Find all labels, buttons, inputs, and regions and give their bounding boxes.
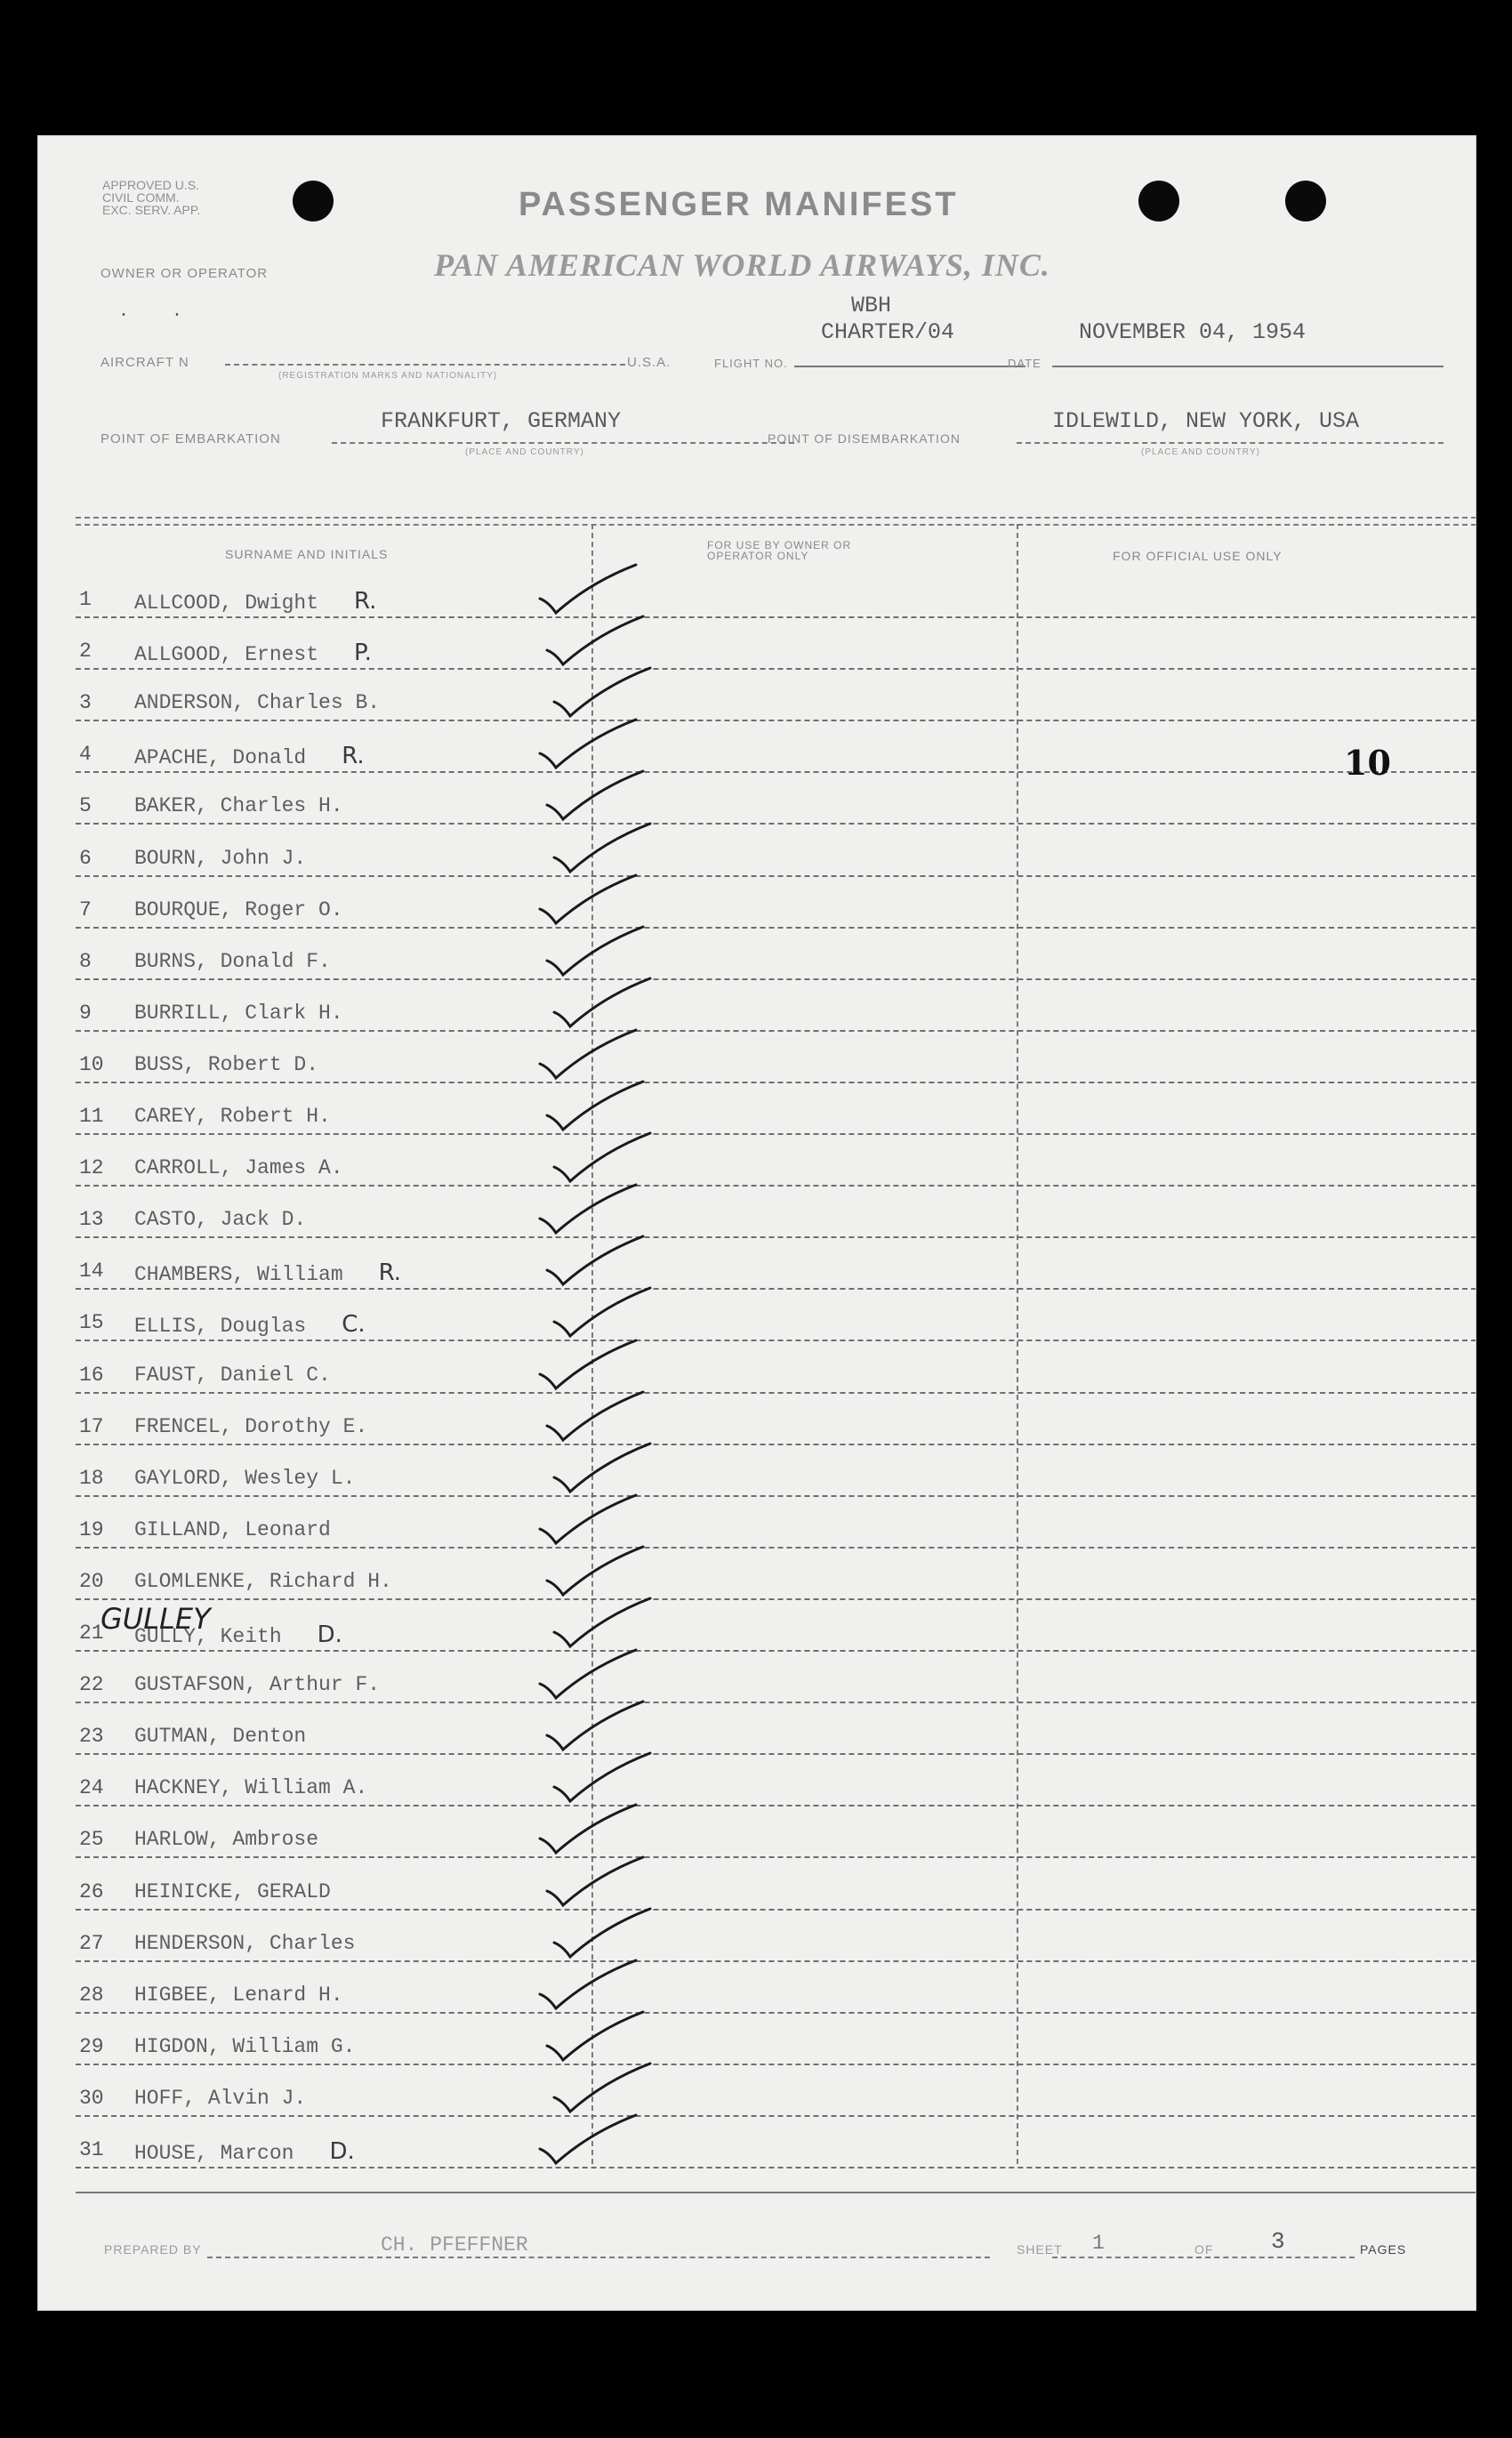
row-line — [76, 2064, 1476, 2065]
passenger-name — [134, 1518, 331, 1541]
row-number: 19 — [79, 1517, 104, 1541]
row-line — [76, 1856, 1476, 1858]
passenger-name — [134, 1002, 343, 1025]
passenger-name — [134, 2035, 355, 2058]
passenger-name-text: HEINICKE, GERALD — [134, 1879, 331, 1903]
row-number: 8 — [79, 949, 92, 973]
row-line — [76, 1340, 1476, 1341]
passenger-name — [134, 1156, 343, 1179]
row-number: 6 — [79, 846, 92, 870]
of-value: 3 — [1271, 2228, 1285, 2255]
row-line — [76, 1495, 1476, 1497]
approval-note: APPROVED U.S. CIVIL COMM. EXC. SERV. APP. — [102, 178, 201, 217]
handwritten-initial: D. — [317, 1621, 342, 1648]
col-surname: SURNAME AND INITIALS — [225, 547, 389, 561]
row-line — [76, 1082, 1476, 1083]
row-number: 14 — [79, 1259, 104, 1283]
owner-dots: . . — [118, 302, 183, 322]
handwritten-initial: R. — [342, 743, 365, 770]
passenger-name-text: FAUST, Daniel C. — [134, 1363, 331, 1387]
row-line — [76, 978, 1476, 980]
registration-note: (REGISTRATION MARKS AND NATIONALITY) — [278, 371, 498, 381]
row-number: 18 — [79, 1466, 104, 1490]
row-line — [76, 1753, 1476, 1755]
passenger-name-text: CARROLL, James A. — [134, 1156, 343, 1180]
row-number: 27 — [79, 1931, 104, 1955]
passenger-name-text: HOFF, Alvin J. — [134, 2086, 307, 2110]
row-number: 5 — [79, 794, 92, 818]
row-line — [76, 1598, 1476, 1600]
handwritten-initial: P. — [354, 640, 372, 667]
passenger-name — [134, 898, 343, 921]
row-number: 9 — [79, 1001, 92, 1025]
passenger-name-text: CHAMBERS, William — [134, 1263, 343, 1287]
handwritten-initial: C. — [342, 1311, 366, 1339]
passenger-name — [134, 1673, 380, 1696]
row-line — [76, 875, 1476, 877]
passenger-name — [134, 1105, 331, 1128]
aircraft-label: AIRCRAFT N — [101, 355, 189, 370]
row-number: 25 — [79, 1828, 104, 1852]
embark-label: POINT OF EMBARKATION — [101, 431, 281, 447]
passenger-name-text: GUSTAFSON, Arthur F. — [134, 1673, 381, 1697]
row-line — [76, 1547, 1476, 1549]
passenger-name-text: GUTMAN, Denton — [134, 1725, 307, 1749]
passenger-name — [134, 2138, 355, 2165]
row-line — [76, 1960, 1476, 1962]
row-line — [76, 668, 1476, 670]
row-number: 24 — [79, 1776, 104, 1800]
passenger-name-text: BOURN, John J. — [134, 846, 307, 870]
passenger-name-text: HOUSE, Marcon — [134, 2142, 294, 2165]
passenger-name — [134, 691, 380, 714]
row-line — [76, 1185, 1476, 1187]
passenger-name-text: HARLOW, Ambrose — [134, 1828, 319, 1852]
row-number: 1 — [79, 588, 92, 611]
passenger-name-text: BUSS, Robert D. — [134, 1052, 319, 1076]
row-number: 31 — [79, 2138, 104, 2161]
row-line — [76, 823, 1476, 825]
passenger-name-text: HIGBEE, Lenard H. — [134, 1983, 343, 2007]
passenger-name-text: BAKER, Charles H. — [134, 794, 343, 818]
column-divider — [1017, 524, 1018, 2164]
passenger-name — [134, 950, 331, 973]
passenger-name — [134, 794, 343, 817]
row-line — [76, 927, 1476, 929]
passenger-name — [134, 640, 372, 667]
row-line — [76, 1650, 1476, 1652]
passenger-name-text: BURNS, Donald F. — [134, 949, 331, 973]
row-line — [76, 2115, 1476, 2117]
date-label: DATE — [1008, 357, 1042, 370]
row-line — [76, 1805, 1476, 1806]
row-number: 28 — [79, 1983, 104, 2007]
passenger-name — [134, 1828, 318, 1851]
passenger-name — [134, 1880, 331, 1903]
row-number: 3 — [79, 691, 92, 715]
passenger-name — [134, 1364, 331, 1387]
handwritten-gulley: GULLEY — [101, 1602, 211, 1636]
passenger-name-text: CASTO, Jack D. — [134, 1208, 307, 1232]
row-number: 13 — [79, 1208, 104, 1232]
row-number: 16 — [79, 1363, 104, 1387]
place-note-embark: (PLACE AND COUNTRY) — [465, 447, 584, 457]
passenger-name — [134, 743, 365, 770]
row-number: 12 — [79, 1156, 104, 1180]
table-bottom-line — [76, 2192, 1476, 2193]
row-line — [76, 616, 1476, 618]
passenger-name-text: APACHE, Donald — [134, 746, 307, 770]
row-number: 26 — [79, 1879, 104, 1903]
passenger-name-text: ALLCOOD, Dwight — [134, 591, 319, 615]
passenger-name-text: HACKNEY, William A. — [134, 1776, 368, 1800]
passenger-name-text: FRENCEL, Dorothy E. — [134, 1414, 368, 1438]
sheet-label: SHEET — [1017, 2242, 1063, 2257]
row-line — [76, 1236, 1476, 1238]
handwritten-initial: R. — [378, 1259, 402, 1287]
row-line — [76, 771, 1476, 773]
passenger-name — [134, 1208, 306, 1231]
pages-label: PAGES — [1360, 2242, 1407, 2257]
row-line — [76, 1392, 1476, 1394]
row-number: 4 — [79, 743, 92, 767]
page-title: PASSENGER MANIFEST — [519, 186, 959, 223]
flight-line-2: CHARTER/04 — [821, 319, 955, 345]
row-number: 20 — [79, 1569, 104, 1593]
row-number: 2 — [79, 640, 92, 664]
passenger-name-text: GILLAND, Leonard — [134, 1517, 331, 1541]
passenger-name — [134, 847, 306, 870]
prepared-value: CH. PFEFFNER — [381, 2233, 528, 2257]
row-number: 30 — [79, 2086, 104, 2110]
flight-line-1: WBH — [851, 293, 892, 318]
of-label: OF — [1194, 2242, 1214, 2257]
row-line — [76, 720, 1476, 721]
passenger-name — [134, 588, 377, 615]
row-line — [76, 2012, 1476, 2014]
passenger-name-text: ELLIS, Douglas — [134, 1315, 307, 1339]
passenger-name — [134, 1467, 355, 1490]
manifest-page — [37, 135, 1476, 2311]
disembark-label: POINT OF DISEMBARKATION — [768, 431, 961, 446]
passenger-name — [134, 1776, 367, 1799]
row-number: 17 — [79, 1414, 104, 1438]
passenger-name — [134, 1983, 343, 2007]
row-line — [76, 1909, 1476, 1911]
row-number: 11 — [79, 1105, 104, 1128]
row-line — [76, 1288, 1476, 1290]
handwritten-initial: R. — [354, 588, 377, 615]
stamp-number: 10 — [1344, 743, 1391, 783]
row-line — [76, 1030, 1476, 1032]
punch-hole — [1138, 181, 1179, 221]
handwritten-initial: D. — [329, 2138, 355, 2165]
row-number: 10 — [79, 1052, 104, 1076]
row-number: 23 — [79, 1725, 104, 1749]
row-line — [76, 2167, 1476, 2168]
punch-hole — [293, 181, 334, 221]
airline-name: PAN AMERICAN WORLD AIRWAYS, INC. — [434, 247, 1050, 283]
passenger-name — [134, 2087, 306, 2110]
sheet-value: 1 — [1092, 2232, 1105, 2255]
owner-label: OWNER OR OPERATOR — [101, 266, 269, 281]
date-value: NOVEMBER 04, 1954 — [1079, 319, 1307, 345]
row-line — [76, 1702, 1476, 1703]
passenger-name — [134, 1932, 355, 1955]
passenger-name-text: HIGDON, William G. — [134, 2034, 356, 2058]
usa-label: U.S.A. — [627, 355, 672, 370]
passenger-name-text: ANDERSON, Charles B. — [134, 691, 381, 715]
passenger-name — [134, 1415, 367, 1438]
passenger-name — [134, 1053, 318, 1076]
prepared-label: PREPARED BY — [104, 2242, 202, 2257]
place-note-disembark: (PLACE AND COUNTRY) — [1141, 447, 1260, 457]
passenger-name — [134, 1570, 392, 1593]
disembark-value: IDLEWILD, NEW YORK, USA — [1052, 408, 1360, 434]
passenger-name-text: HENDERSON, Charles — [134, 1931, 356, 1955]
passenger-name — [134, 1259, 402, 1287]
row-number: 21 — [79, 1621, 104, 1645]
row-line — [76, 1133, 1476, 1135]
passenger-name-text: GULLY, Keith — [134, 1625, 282, 1648]
passenger-name-text: CAREY, Robert H. — [134, 1105, 331, 1128]
row-number: 22 — [79, 1673, 104, 1697]
row-number: 7 — [79, 897, 92, 921]
passenger-name-text: BURRILL, Clark H. — [134, 1001, 343, 1025]
passenger-name-text: ALLGOOD, Ernest — [134, 643, 319, 667]
passenger-name-text: GLOMLENKE, Richard H. — [134, 1569, 392, 1593]
punch-hole — [1285, 181, 1326, 221]
row-number: 29 — [79, 2034, 104, 2058]
row-line — [76, 1444, 1476, 1445]
check-mark-icon — [536, 2108, 643, 2170]
passenger-name-text: BOURQUE, Roger O. — [134, 897, 343, 921]
passenger-name — [134, 1311, 366, 1339]
row-number: 15 — [79, 1311, 104, 1335]
embark-value: FRANKFURT, GERMANY — [381, 408, 622, 434]
col-owner-use: FOR USE BY OWNER OR OPERATOR ONLY — [707, 539, 852, 562]
col-official-use: FOR OFFICIAL USE ONLY — [1113, 549, 1283, 563]
passenger-name — [134, 1725, 306, 1748]
flight-label: FLIGHT NO. — [714, 357, 788, 370]
passenger-name-text: GAYLORD, Wesley L. — [134, 1466, 356, 1490]
